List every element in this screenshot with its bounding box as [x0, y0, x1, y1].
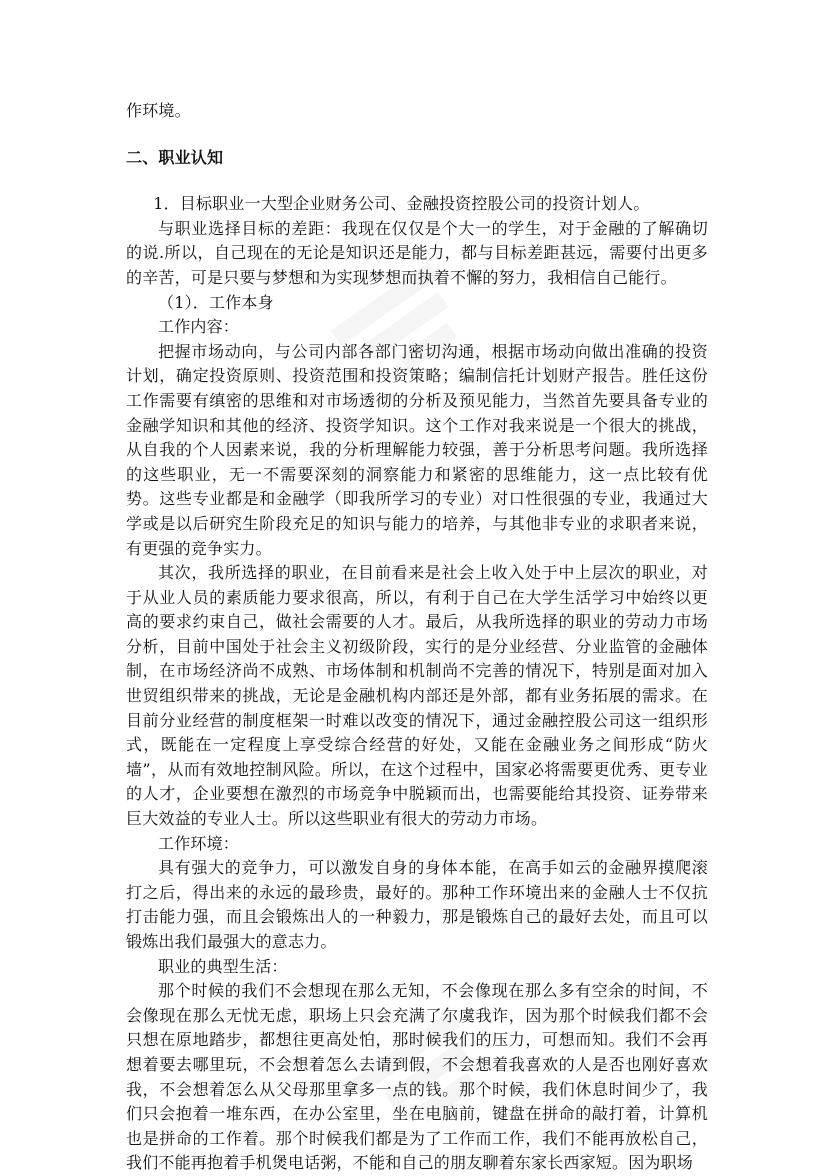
subsection-title: （1）．工作本身	[158, 292, 274, 312]
typical-life-paragraph: 那个时候的我们不会想现在那么无知，不会像现在那么多有空余的时间，不会像现在那么无忧无虑，职场上只会充满了尔虞我诈，因为那个时候我们都不会只想在原地踏步，都想往更高处怕，那时候我们的压力，可想而知。我们不会再想着要去哪里玩，不会想着怎么去请到假，不会想着我喜欢的人是否也刚好喜欢我，不会想着怎么从父母那里拿多一点的钱。那个时候，我们休息时间少了，我们只会抱着一堆东西，在办公室里，坐在电脑前，键盘在拼命的敲打着，计算机也是拼命的工作着。那个时候我们都是为了工作而工作，我们不能再放松自己，我们不能再抱着手机煲电话粥，不能和自己的朋友聊着东家长西家短。因为职场	[126, 981, 708, 1173]
second-paragraph: 其次，我所选择的职业，在目前看来是社会上收入处于中上层次的职业，对于从业人员的素质能力要求很高，所以，有利于自己在大学生活学习中始终以更高的要求约束自己，做社会需要的人才。最后，从我所选择的职业的劳动力市场分析，目前中国处于社会主义初级阶段，实行的是分业经营、分业监管的金融体制，在市场经济尚不成熟、市场体制和机制尚不完善的情况下，特别是面对加入世贸组织带来的挑战，无论是金融机构内部还是外部，都有业务拓展的需求。在目前分业经营的制度框架一时难以改变的情况下，通过金融控股公司这一组织形式，既能在一定程度上享受综合经营的好处，又能在金融业务之间形成“防火墙”，从而有效地控制风险。所以，在这个过程中，国家必将需要更优秀、更专业的人才，企业要想在激烈的市场竞争中脱颖而出，也需要能给其投资、证券带来巨大效益的专业人士。所以这些职业有很大的劳动力市场。	[126, 563, 708, 829]
item-title: 1．目标职业一大型企业财务公司、金融投资控股公司的投资计划人。	[153, 194, 650, 214]
gap-paragraph: 与职业选择目标的差距：我现在仅仅是个大一的学生，对于金融的了解确切的说.所以，自己现在的无论是知识还是能力，都与目标差距甚远，需要付出更多的辛苦，可是只要与梦想和为实现梦想而执着不懈的努力，我相信自己能行。	[126, 218, 708, 287]
intro-line: 作环境。	[126, 101, 191, 120]
work-content-label: 工作内容：	[158, 317, 240, 337]
typical-life-label: 职业的典型生活：	[158, 956, 288, 976]
work-content-paragraph: 把握市场动向，与公司内部各部门密切沟通，根据市场动向做出准确的投资计划，确定投资原则、投资范围和投资策略；编制信托计划财产报告。胜任这份工作需要有缜密的思维和对市场透彻的分析及预见能力，当然首先要具备专业的金融学知识和其他的经济、投资学知识。这个工作对我来说是一个很大的挑战，从自我的个人因素来说，我的分析理解能力较强，善于分析思考问题。我所选择的这些职业，无一不需要深刻的洞察能力和紧密的思维能力，这一点比较有优势。这些专业都是和金融学（即我所学习的专业）对口性很强的专业，我通过大学或是以后研究生阶段充足的知识与能力的培养，与其他非专业的求职者来说，有更强的竞争实力。	[126, 341, 708, 558]
document-body	[126, 99, 708, 1176]
section-heading: 二、职业认知	[126, 147, 224, 167]
environment-label: 工作环境：	[158, 833, 240, 853]
environment-paragraph: 具有强大的竞争力，可以激发自身的身体本能，在高手如云的金融界摸爬滚打之后，得出来的永远的最珍贵，最好的。那种工作环境出来的金融人士不仅抗打击能力强，而且会锻炼出人的一种毅力，那是锻炼自己的最好去处，而且可以锻炼出我们最强大的意志力。	[126, 858, 708, 951]
